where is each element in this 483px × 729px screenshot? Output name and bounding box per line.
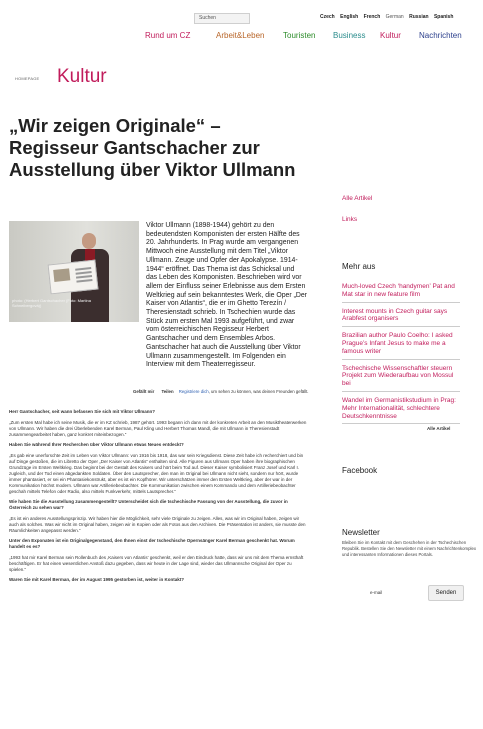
lang-german[interactable]: German xyxy=(385,14,404,20)
more-item[interactable]: Much-loved Czech ‘handymen’ Pat and Mat star in new feature film xyxy=(342,283,460,303)
top-bar xyxy=(0,13,483,27)
nav-kultur[interactable]: Kultur xyxy=(380,31,401,40)
share-bar xyxy=(133,389,313,395)
article-photo xyxy=(9,221,139,322)
more-item[interactable]: Tschechische Wissenschaftler steuern Projekt zum Wiederaufbau von Mossul bei xyxy=(342,365,460,392)
more-item[interactable]: Brazilian author Paulo Coelho: I asked Prague’s Infant Jesus to make me a famous writer xyxy=(342,332,460,359)
more-item[interactable]: Interest mounts in Czech guitar says Arabfest organisers xyxy=(342,308,460,328)
register-link[interactable]: Registriere dich xyxy=(178,389,209,394)
lang-english[interactable]: English xyxy=(340,14,359,20)
language-switcher xyxy=(320,14,457,20)
answer: „Es gab eine unerforschte Zeit im Leben von Viktor Ullmann: von 1916 bis 1918, das war sein Kriegsdienst. Diese Zeit habe ich recherchiert und bin auf Dinge gestoßen, die im Libretto der Oper „Der Kaiser von Atlantis“ enthalten sind. Alle Figuren aus Ullmans Oper haben ihre biographischen Grundzüge im Ersten Weltkrieg. Das beginnt bei der Gestalt des Kaisers und hört beim Tod auf. Dieser Kaiser symbolisiert Franz Josef und Karl I. zugleich, und der Tod einen abgedankten Soldaten. Über den Lautsprecher, den man im Original bei Ullmann nicht sieht, sondern nur hört, wurde immer phantasiert, er sei ein Phantasiekonstrukt, aber es ist ein Kopfhörer. Wir unterschätzen immer den Ersten Weltkrieg, aber der war in der Kommunikation höchst modern. Ullmann war Artilleriebeobachter. Die Kommunikation zwischen einem Kommando und dem Artilleriebeobachter geschah mittels Telefon oder Radio, also mittels Funkverkehr, mittels Lautsprecher.“ xyxy=(9,452,304,494)
send-button[interactable]: Senden xyxy=(428,585,464,601)
lang-czech[interactable]: Czech xyxy=(320,14,335,20)
sidebar-links xyxy=(342,195,372,237)
nav-rund-um-cz[interactable]: Rund um CZ xyxy=(145,31,191,40)
article-headline: „Wir zeigen Originale“ – Regisseur Gantschacher zur Ausstellung über Viktor Ullmann xyxy=(9,115,296,180)
more-item[interactable]: Wandel im Germanistikstudium in Prag: Mehr Internationalität, schlechtere Deutschkenntnisse xyxy=(342,397,460,424)
search-input[interactable]: Suchen xyxy=(194,13,250,24)
all-articles-link[interactable]: Alle Artikel xyxy=(342,195,373,202)
lang-russian[interactable]: Russian xyxy=(409,14,429,20)
email-label: e-mail xyxy=(370,590,383,595)
share-button[interactable]: Teilen xyxy=(161,389,174,394)
answer: „Es ist ein anderes Ausstellungsprinzip. Wir haben hier die Möglichkeit, sehr viele Originale zu zeigen. Alles, was wir im Original haben, zeigen wir auch als solches. Was wir nicht im Original haben, zeigen wir in Kopien oder als Fotos aus den Archiven. Die Präsentation ist anders, sie musste den Räumlichkeiten angepasst werden.“ xyxy=(9,515,306,533)
email-field[interactable] xyxy=(392,586,422,598)
section-title: Kultur xyxy=(57,66,107,87)
lang-spanish[interactable]: Spanish xyxy=(433,14,454,20)
more-from-list xyxy=(342,283,460,429)
facebook-title: Facebook xyxy=(342,466,378,475)
question: Waren Sie mit Karel Berman, der im August 1995 gestorben ist, weiter in Kontakt? xyxy=(9,577,184,582)
more-from-title: Mehr aus xyxy=(342,262,376,271)
question: Haben Sie während Ihrer Recherchen über Viktor Ullmann etwas Neues entdeckt? xyxy=(9,442,184,447)
answer: „1993 hat mir Karel Berman sein Rollenbuch des ‚Kaisers von Atlantis‘ geschenkt, weil er den Eindruck hatte, dass wir uns mit dem Thema ernsthaft beschäftigen. Er hat einen wesentlichen Anstoß dazu gegeben, dass wir heute in der Lage sind, wieder das Ullmannsche Original der Oper zu spielen.“ xyxy=(9,554,304,572)
newsletter-title: Newsletter xyxy=(342,528,380,537)
question: Unter den Exponaten ist ein Originalgegenstand, den Ihnen einst der tschechische Opernsänger Karel Berman geschenkt hat. Worum handelt es es? xyxy=(9,538,295,549)
photo-caption: photo: (Herbert Gantschacher (Foto: Martina Schneibergová)) xyxy=(12,298,91,308)
nav-nachrichten[interactable]: Nachrichten xyxy=(419,31,462,40)
links-link[interactable]: Links xyxy=(342,216,358,223)
breadcrumb-home[interactable]: HOMEPAGE xyxy=(15,76,40,81)
answer: „Zum ersten Mal habe ich seine Musik, die er im KZ schrieb, 1987 gehört. 1993 begann ich dann mit der konkreten Arbeit an den Musiktheaterwerken von Ullmann. Wir haben die drei Überlebenden Karel Berman, Paul Kling und Herbert Thomas Mandl, die mit Ullmann in Theresienstadt zusammengearbeitet haben, ganz konkret miteinbezogen.“ xyxy=(9,419,307,437)
main-nav xyxy=(0,31,483,43)
nav-touristen[interactable]: Touristen xyxy=(283,31,316,40)
lang-french[interactable]: French xyxy=(363,14,381,20)
newsletter-text: Bleiben Sie im Kontakt mit dem Geschehen in der Tschechischen Republik. Bestellen Sie den Newsletter mit einem Nachrichtenkomplex und interessanten Informationen dieses Portals. xyxy=(342,540,476,557)
question: Wie haben Sie die Ausstellung zusammengestellt? Unterscheidet sich die tschechische Fassung von der Ausstellung, die zuvor in Österreich zu sehen war? xyxy=(9,499,288,510)
article-body xyxy=(9,409,309,588)
question: Herr Gantschacher, seit wann befassen Sie sich mit Viktor Ullmann? xyxy=(9,409,155,414)
more-all-articles-link[interactable]: Alle Artikel xyxy=(427,426,451,431)
nav-arbeit-leben[interactable]: Arbeit&Leben xyxy=(216,31,265,40)
article-lead: Viktor Ullmann (1898-1944) gehört zu den bedeutendsten Komponisten der ersten Hälfte des 20. Jahrhunderts. In Prag wurde am vergangenen Mittwoch eine Ausstellung mit dem Titel „Viktor Ullmann. Zeuge und Opfer der Apokalypse. 1914-1944“ eröffnet. Das Thema ist das Schicksal und das Leben des Komponisten. Beschrieben wird vor allem der Einfluss seiner Erlebnisse aus dem Ersten Weltkrieg auf sein bekanntestes Werk, die Oper „Der Kaiser von Atlantis“, die er im Ghetto Terezín / Theresienstadt schrieb. In Tschechien wurde das Stück zum ersten Mal 1993 aufgeführt, und zwar vom österreichischen Regisseur Herbert Gantschacher und dem Ensembles Arbos. Gantschacher hat auch die Ausstellung über Viktor Ullmann zusammengestellt. Im Folgenden ein Interview mit dem Theaterregisseur. xyxy=(146,222,307,369)
share-note: , um sehen zu können, was deinen Freunden gefällt. xyxy=(208,389,309,394)
nav-business[interactable]: Business xyxy=(333,31,366,40)
like-button[interactable]: Gefällt mir xyxy=(133,389,155,394)
